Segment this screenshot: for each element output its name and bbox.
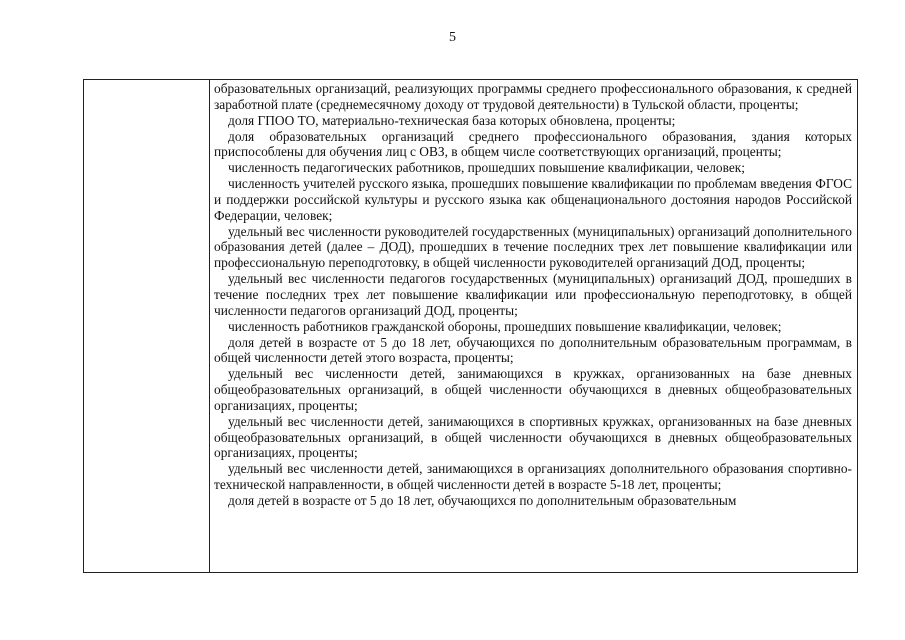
indicator-paragraph: доля детей в возрасте от 5 до 18 лет, обучающихся по дополнительным образовательным	[228, 492, 737, 508]
indicator-table	[83, 79, 858, 573]
table-left-cell	[84, 80, 210, 572]
indicator-paragraph: образовательных организаций, реализующих программы среднего профессионального образования, к средней заработной плате (среднемесячному доходу от трудовой деятельности) в Тульской области, проценты;	[214, 81, 852, 112]
indicator-paragraph: численность работников гражданской обороны, прошедших повышение квалификации, человек;	[228, 318, 782, 334]
indicator-paragraph: доля образовательных организаций среднего профессионального образования, здания которых приспособлены для обучения лиц с ОВЗ, в общем числе соответствующих организаций, проценты;	[214, 128, 852, 160]
indicator-paragraph: удельный вес численности педагогов государственных (муниципальных) организаций ДОД, прошедших в течение последних трех лет повышение квалификации или профессиональную переподготовку, в общей численности педагогов организаций ДОД, проценты;	[214, 271, 852, 318]
indicator-paragraph: удельный вес численности детей, занимающихся в спортивных кружках, организованных на базе дневных общеобразовательных организаций, в общей численности обучающихся в дневных общеобразовательных организациях, проценты;	[214, 413, 852, 461]
indicator-paragraph: удельный вес численности детей, занимающихся в организациях дополнительного образования спортивно-технической направленности, в общей численности детей в возрасте 5-18 лет, проценты;	[214, 461, 852, 493]
table-right-cell	[210, 80, 857, 572]
indicator-paragraph: численность педагогических работников, прошедших повышение квалификации, человек;	[228, 160, 745, 176]
indicator-paragraph: доля ГПОО ТО, материально-техническая база которых обновлена, проценты;	[228, 112, 676, 128]
indicator-paragraph: удельный вес численности руководителей государственных (муниципальных) организаций дополнительного образования детей (далее – ДОД), прошедших в течение последних трех лет повышение квалификации или профессиональную переподготовку, в общей численности руководителей организаций ДОД, проценты;	[214, 223, 852, 271]
indicator-paragraph: численность учителей русского языка, прошедших повышение квалификации по проблемам введения ФГОС и поддержки российской культуры и русского языка как общенационального достояния народов Российской Федерации, человек;	[214, 176, 852, 223]
indicator-paragraph: удельный вес численности детей, занимающихся в кружках, организованных на базе дневных общеобразовательных организаций, в общей численности обучающихся в дневных общеобразовательных организациях, проценты;	[214, 366, 852, 413]
page-number: 5	[449, 30, 456, 45]
indicator-paragraph: доля детей в возрасте от 5 до 18 лет, обучающихся по дополнительным образовательным программам, в общей численности детей этого возраста, проценты;	[214, 334, 852, 366]
